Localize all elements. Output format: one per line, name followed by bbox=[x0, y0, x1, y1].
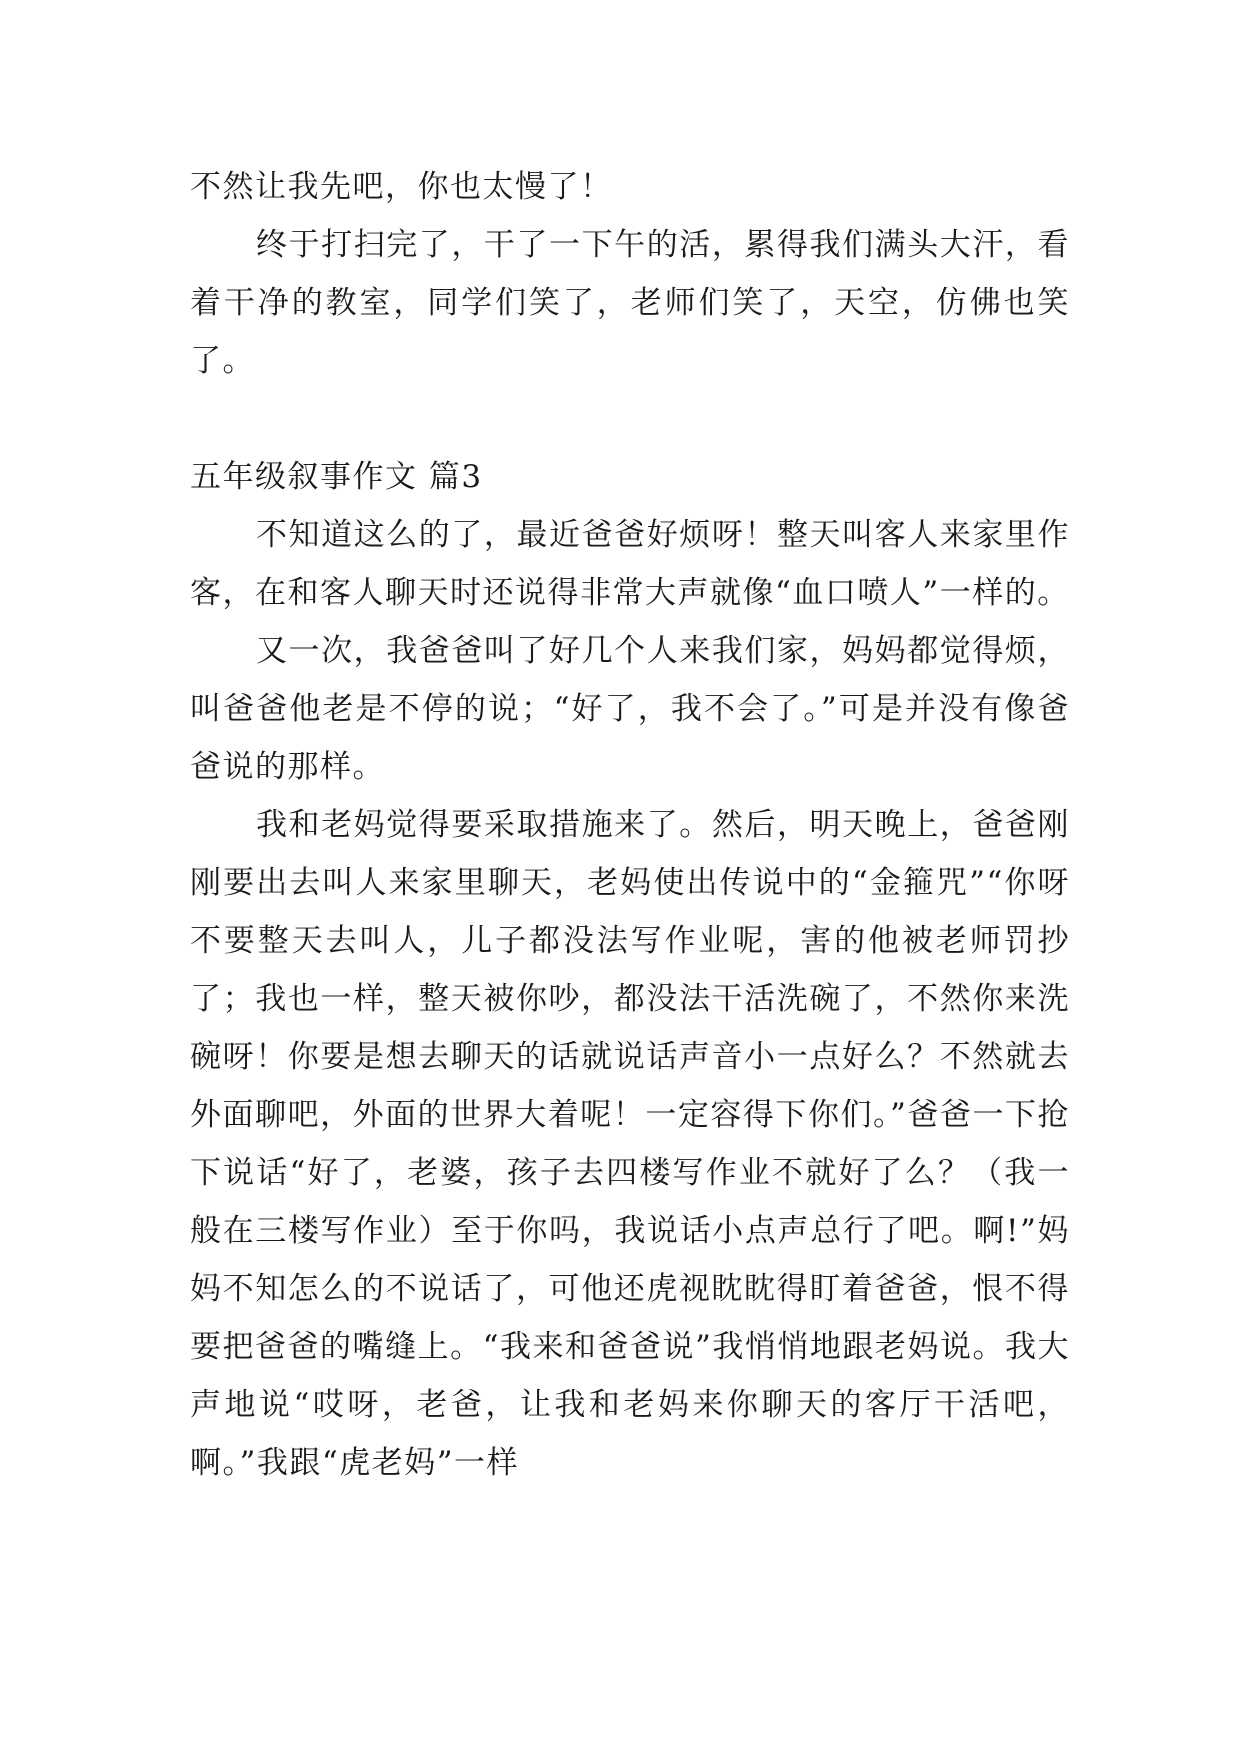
intro-fragment: 不然让我先吧，你也太慢了！ bbox=[190, 169, 613, 205]
intro-paragraph: 终于打扫完了，干了一下午的活，累得我们满头大汗，看着干净的教室，同学们笑了，老师们笑了，天空，仿佛也笑了。 bbox=[190, 227, 1070, 379]
paragraph-3: 我和老妈觉得要采取措施来了。然后，明天晚上，爸爸刚刚要出去叫人来家里聊天，老妈使出传说中的“金箍咒”“你呀不要整天去叫人，儿子都没法写作业呢，害的他被老师罚抄了；我也一样，整天被你吵，都没法干活洗碗了，不然你来洗碗呀！你要是想去聊天的话就说话声音小一点好么？不然就去外面聊吧，外面的世界大着呢！一定容得下你们。”爸爸一下抢下说话“好了，老婆，孩子去四楼写作业不就好了么？（我一般在三楼写作业）至于你吗，我说话小点声总行了吧。啊!”妈妈不知怎么的不说话了，可他还虎视眈眈得盯着爸爸，恨不得要把爸爸的嘴缝上。“我来和爸爸说”我悄悄地跟老妈说。我大声地说“哎呀，老爸，让我和老妈来你聊天的客厅干活吧，啊。”我跟“虎老妈”一样 bbox=[190, 807, 1070, 1481]
paragraph-2: 又一次，我爸爸叫了好几个人来我们家，妈妈都觉得烦，叫爸爸他老是不停的说；“好了，我不会了。”可是并没有像爸爸说的那样。 bbox=[190, 633, 1070, 785]
section-title: 五年级叙事作文 篇3 bbox=[190, 459, 483, 495]
section-spacer bbox=[190, 390, 1070, 448]
paragraph-1: 不知道这么的了，最近爸爸好烦呀！整天叫客人来家里作客，在和客人聊天时还说得非常大声就像“血口喷人”一样的。 bbox=[190, 517, 1070, 611]
document-body bbox=[190, 158, 1070, 1492]
